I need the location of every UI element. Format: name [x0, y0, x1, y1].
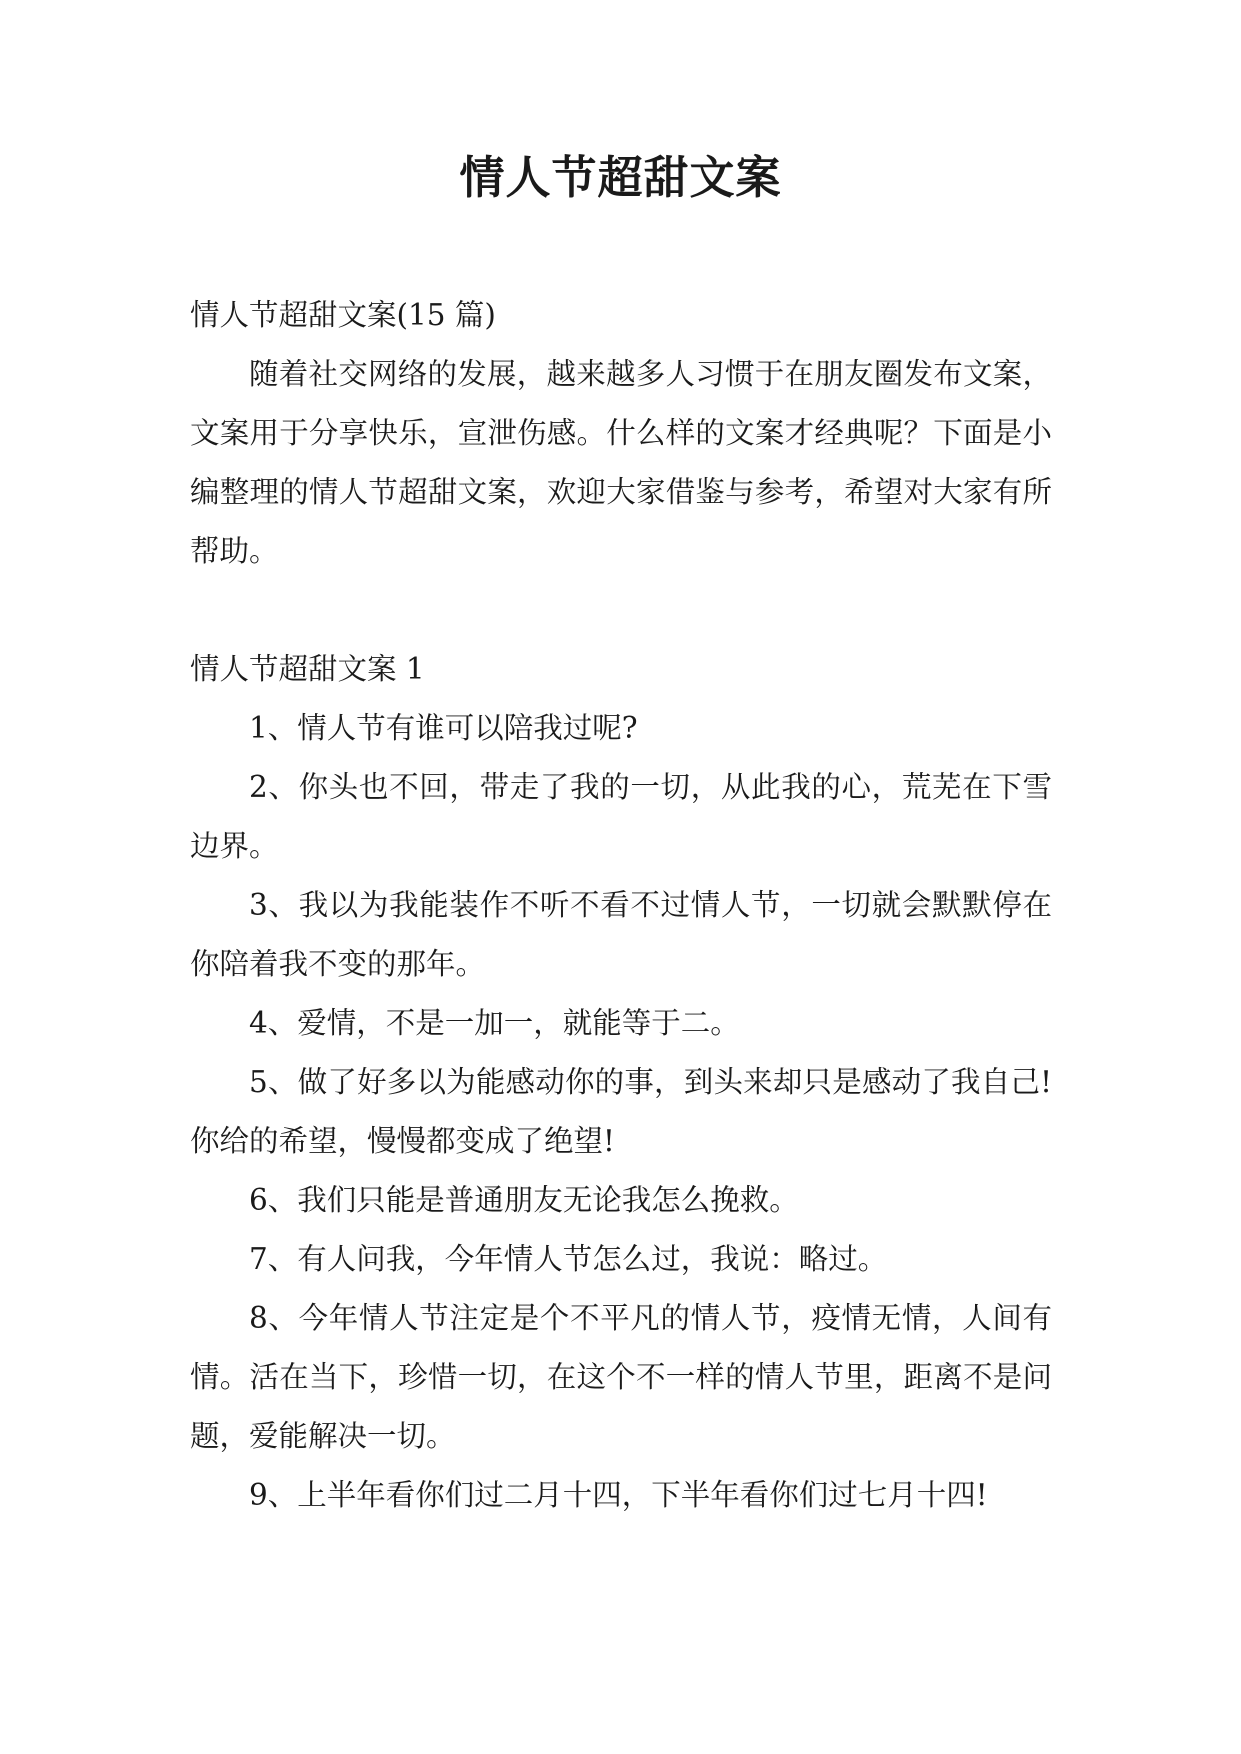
list-item: 8、今年情人节注定是个不平凡的情人节，疫情无情，人间有情。活在当下，珍惜一切，在这个不一样的情人节里，距离不是问题，爱能解决一切。 [190, 1301, 1052, 1453]
document-subtitle: 情人节超甜文案(15 篇) [190, 298, 496, 332]
list-item: 7、有人问我，今年情人节怎么过，我说：略过。 [249, 1242, 888, 1276]
intro-paragraph: 随着社交网络的发展，越来越多人习惯于在朋友圈发布文案，文案用于分享快乐，宣泄伤感。什么样的文案才经典呢？下面是小编整理的情人节超甜文案，欢迎大家借鉴与参考，希望对大家有所帮助。 [190, 357, 1052, 568]
list-item: 1、情人节有谁可以陪我过呢? [249, 711, 638, 745]
section-title: 情人节超甜文案 1 [190, 652, 425, 686]
list-item: 9、上半年看你们过二月十四，下半年看你们过七月十四! [249, 1478, 988, 1512]
document-title: 情人节超甜文案 [459, 151, 782, 204]
list-item: 6、我们只能是普通朋友无论我怎么挽救。 [249, 1183, 799, 1217]
document-body [190, 286, 1052, 1525]
list-item: 3、我以为我能装作不听不看不过情人节，一切就会默默停在你陪着我不变的那年。 [190, 888, 1052, 981]
list-item: 5、做了好多以为能感动你的事，到头来却只是感动了我自己!你给的希望，慢慢都变成了绝望! [190, 1065, 1052, 1158]
list-item: 2、你头也不回，带走了我的一切，从此我的心，荒芜在下雪边界。 [190, 770, 1052, 863]
list-item: 4、爱情，不是一加一，就能等于二。 [249, 1006, 740, 1040]
